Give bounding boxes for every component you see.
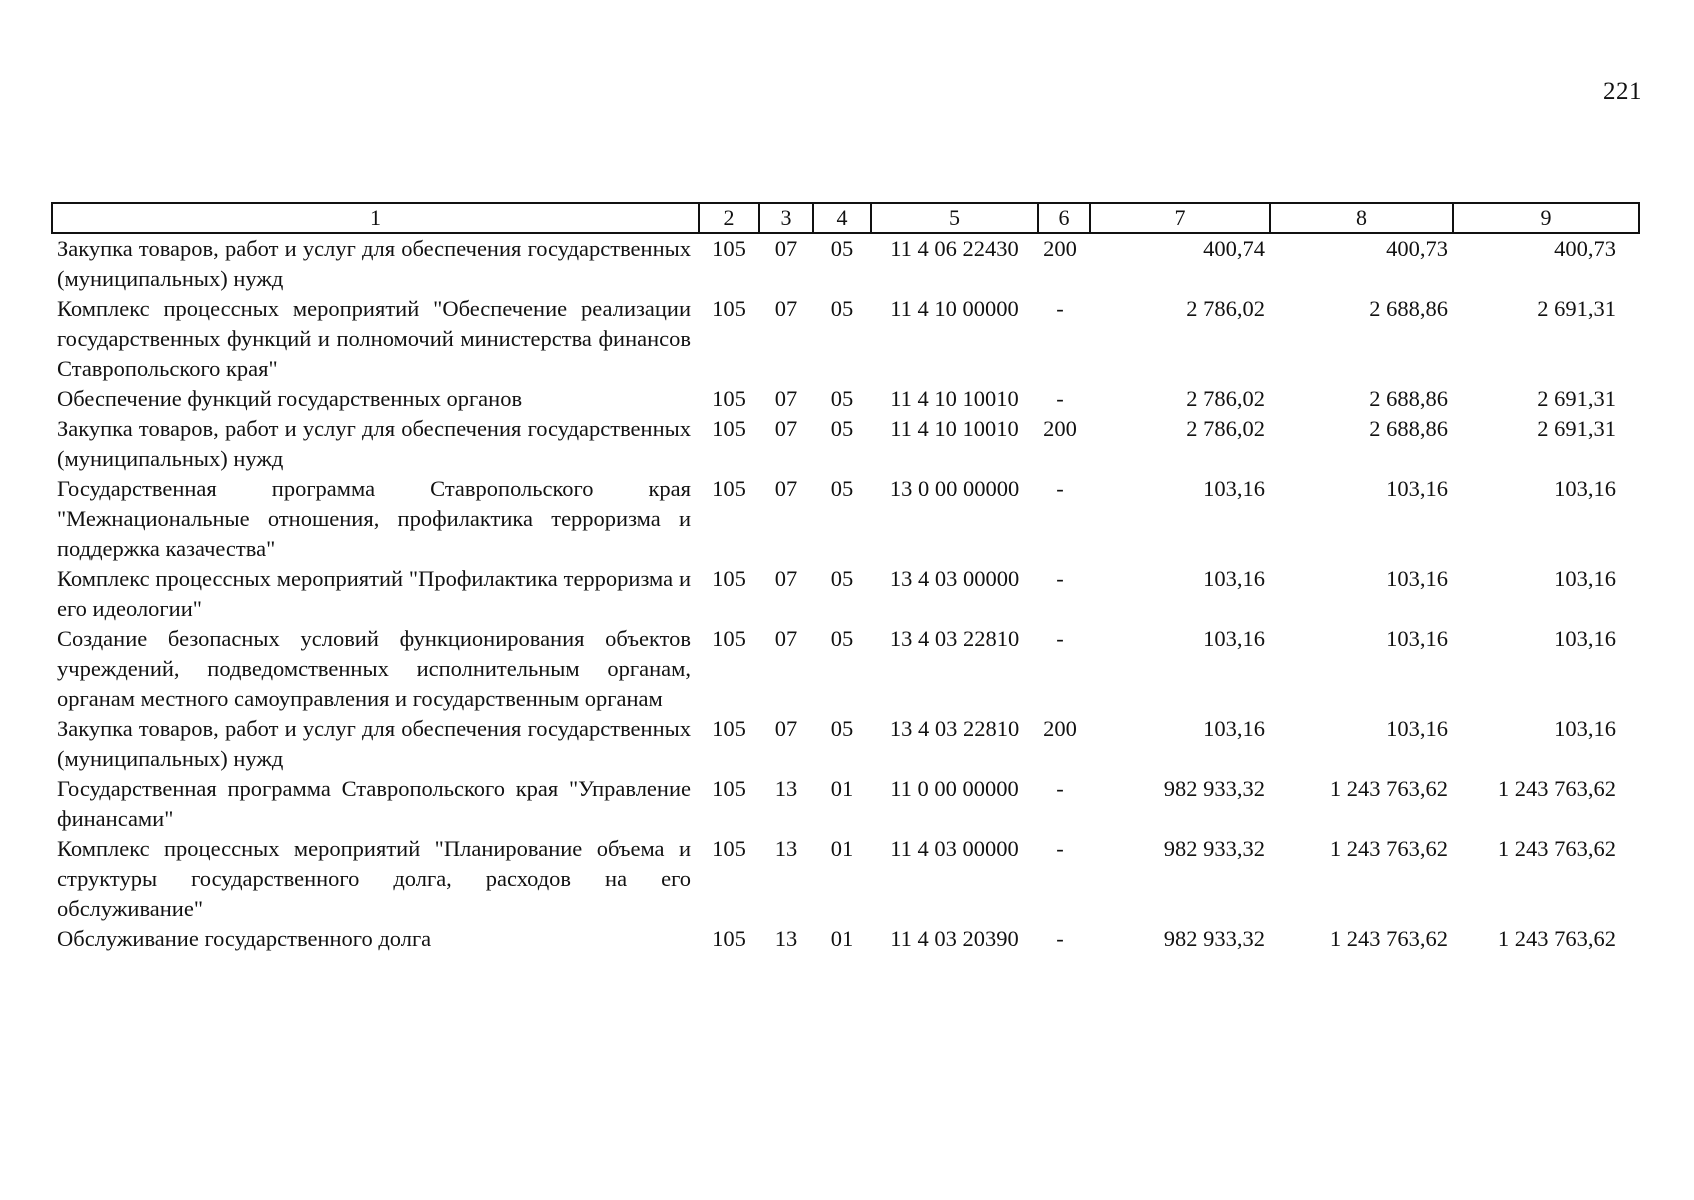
- row-expense-type-cell: -: [1056, 626, 1064, 651]
- row-subsection-cell: 01: [830, 776, 854, 801]
- row-section-cell: 07: [774, 476, 798, 501]
- row-target-article-cell: 11 4 10 00000: [890, 296, 1019, 321]
- row-target-article-cell: 11 0 00 00000: [890, 776, 1019, 801]
- row-amount-col7-cell: 982 933,32: [1163, 926, 1265, 951]
- row-section-cell: 07: [774, 386, 798, 411]
- row-subsection-cell: 01: [830, 836, 854, 861]
- row-section-cell: 07: [774, 716, 798, 741]
- row-name-cell: Обслуживание государственного долга: [57, 926, 432, 951]
- row-amount-col8-cell: 1 243 763,62: [1329, 836, 1448, 861]
- table-row: [52, 714, 1639, 774]
- row-grbs-cell: 105: [712, 296, 746, 321]
- row-section-cell: 07: [774, 416, 798, 441]
- row-expense-type-cell: -: [1056, 566, 1064, 591]
- row-name-cell: Государственная программа Ставропольского края "Управление финансами": [57, 776, 691, 831]
- col-header-2: 2: [699, 203, 759, 233]
- col-header-6: 6: [1038, 203, 1090, 233]
- row-subsection-cell: 05: [830, 566, 854, 591]
- col-header-9: 9: [1453, 203, 1639, 233]
- row-subsection-cell: 05: [830, 296, 854, 321]
- col-header-8: 8: [1270, 203, 1453, 233]
- row-subsection-cell: 05: [830, 416, 854, 441]
- col-header-1: 1: [52, 203, 699, 233]
- row-amount-col8-cell: 103,16: [1386, 626, 1448, 651]
- row-amount-col7-cell: 400,74: [1203, 236, 1265, 261]
- col-header-3: 3: [759, 203, 813, 233]
- row-amount-col7-cell: 103,16: [1203, 566, 1265, 591]
- row-name-cell: Обеспечение функций государственных органов: [57, 386, 523, 411]
- row-section-cell: 13: [774, 926, 798, 951]
- row-amount-col7-cell: 2 786,02: [1186, 416, 1265, 441]
- row-grbs-cell: 105: [712, 716, 746, 741]
- row-grbs-cell: 105: [712, 836, 746, 861]
- row-expense-type-cell: -: [1056, 836, 1064, 861]
- col-header-7: 7: [1090, 203, 1270, 233]
- row-expense-type-cell: 200: [1043, 416, 1077, 441]
- row-amount-col8-cell: 2 688,86: [1369, 386, 1448, 411]
- row-grbs-cell: 105: [712, 566, 746, 591]
- row-amount-col9-cell: 103,16: [1554, 626, 1616, 651]
- row-amount-col9-cell: 1 243 763,62: [1497, 836, 1616, 861]
- row-name-cell: Создание безопасных условий функционирования объектов учреждений, подведомственных исполнительным органам, органам местного самоуправления и государственным органам: [57, 626, 691, 711]
- row-name-cell: Закупка товаров, работ и услуг для обеспечения государственных (муниципальных) нужд: [57, 416, 691, 471]
- row-grbs-cell: 105: [712, 626, 746, 651]
- row-target-article-cell: 13 4 03 22810: [889, 716, 1020, 741]
- row-amount-col8-cell: 2 688,86: [1369, 416, 1448, 441]
- row-amount-col8-cell: 2 688,86: [1369, 296, 1448, 321]
- col-header-4: 4: [813, 203, 871, 233]
- row-amount-col7-cell: 2 786,02: [1186, 386, 1265, 411]
- table-header: [52, 203, 1639, 233]
- row-amount-col9-cell: 1 243 763,62: [1497, 926, 1616, 951]
- table-row: [52, 233, 1639, 294]
- row-amount-col7-cell: 982 933,32: [1163, 836, 1265, 861]
- row-grbs-cell: 105: [712, 476, 746, 501]
- row-target-article-cell: 13 0 00 00000: [889, 476, 1020, 501]
- row-section-cell: 13: [774, 836, 798, 861]
- page-number: 221: [1603, 78, 1642, 105]
- row-amount-col9-cell: 2 691,31: [1537, 296, 1616, 321]
- row-expense-type-cell: -: [1056, 776, 1064, 801]
- row-section-cell: 07: [774, 626, 798, 651]
- row-amount-col9-cell: 400,73: [1554, 236, 1616, 261]
- row-amount-col7-cell: 103,16: [1203, 476, 1265, 501]
- row-name-cell: Государственная программа Ставропольского края "Межнациональные отношения, профилактика терроризма и поддержка казачества": [57, 476, 691, 561]
- row-grbs-cell: 105: [712, 386, 746, 411]
- row-expense-type-cell: -: [1056, 296, 1064, 321]
- row-amount-col9-cell: 103,16: [1554, 716, 1616, 741]
- row-amount-col9-cell: 1 243 763,62: [1497, 776, 1616, 801]
- row-amount-col9-cell: 2 691,31: [1537, 386, 1616, 411]
- row-expense-type-cell: 200: [1043, 236, 1077, 261]
- row-amount-col7-cell: 103,16: [1203, 626, 1265, 651]
- row-amount-col8-cell: 1 243 763,62: [1329, 926, 1448, 951]
- row-section-cell: 13: [774, 776, 798, 801]
- row-subsection-cell: 01: [830, 926, 854, 951]
- row-subsection-cell: 05: [830, 386, 854, 411]
- budget-table: [51, 202, 1640, 954]
- table-row: [52, 564, 1639, 624]
- table-row: [52, 624, 1639, 714]
- row-target-article-cell: 11 4 10 10010: [890, 386, 1019, 411]
- table-row: [52, 414, 1639, 474]
- row-amount-col7-cell: 2 786,02: [1186, 296, 1265, 321]
- row-target-article-cell: 11 4 06 22430: [890, 236, 1019, 261]
- row-subsection-cell: 05: [830, 716, 854, 741]
- row-amount-col9-cell: 103,16: [1554, 476, 1616, 501]
- table-row: [52, 774, 1639, 834]
- row-amount-col8-cell: 400,73: [1386, 236, 1448, 261]
- row-amount-col9-cell: 103,16: [1554, 566, 1616, 591]
- row-expense-type-cell: -: [1056, 926, 1064, 951]
- row-grbs-cell: 105: [712, 416, 746, 441]
- row-target-article-cell: 11 4 03 20390: [890, 926, 1019, 951]
- row-expense-type-cell: 200: [1043, 716, 1077, 741]
- row-amount-col9-cell: 2 691,31: [1537, 416, 1616, 441]
- table-row: [52, 294, 1639, 384]
- row-amount-col7-cell: 103,16: [1203, 716, 1265, 741]
- row-grbs-cell: 105: [712, 236, 746, 261]
- row-target-article-cell: 11 4 03 00000: [890, 836, 1019, 861]
- table-row: [52, 474, 1639, 564]
- row-expense-type-cell: -: [1056, 476, 1064, 501]
- row-name-cell: Комплекс процессных мероприятий "Профилактика терроризма и его идеологии": [57, 566, 691, 621]
- row-name-cell: Комплекс процессных мероприятий "Планирование объема и структуры государственного долга, расходов на его обслуживание": [57, 836, 691, 921]
- row-name-cell: Закупка товаров, работ и услуг для обеспечения государственных (муниципальных) нужд: [57, 236, 691, 291]
- table-row: [52, 924, 1639, 954]
- row-section-cell: 07: [774, 296, 798, 321]
- row-grbs-cell: 105: [712, 776, 746, 801]
- table-row: [52, 384, 1639, 414]
- row-section-cell: 07: [774, 236, 798, 261]
- row-name-cell: Комплекс процессных мероприятий "Обеспечение реализации государственных функций и полномочий министерства финансов Ставропольского края": [57, 296, 691, 381]
- row-target-article-cell: 13 4 03 22810: [889, 626, 1020, 651]
- row-expense-type-cell: -: [1056, 386, 1064, 411]
- row-subsection-cell: 05: [830, 626, 854, 651]
- table-body: [52, 233, 1639, 954]
- row-target-article-cell: 13 4 03 00000: [889, 566, 1020, 591]
- row-target-article-cell: 11 4 10 10010: [890, 416, 1019, 441]
- row-name-cell: Закупка товаров, работ и услуг для обеспечения государственных (муниципальных) нужд: [57, 716, 691, 771]
- header-row: [52, 203, 1639, 233]
- table-row: [52, 834, 1639, 924]
- row-subsection-cell: 05: [830, 476, 854, 501]
- row-amount-col8-cell: 103,16: [1386, 566, 1448, 591]
- row-section-cell: 07: [774, 566, 798, 591]
- row-amount-col8-cell: 103,16: [1386, 476, 1448, 501]
- col-header-5: 5: [871, 203, 1038, 233]
- row-amount-col8-cell: 1 243 763,62: [1329, 776, 1448, 801]
- row-grbs-cell: 105: [712, 926, 746, 951]
- row-amount-col8-cell: 103,16: [1386, 716, 1448, 741]
- row-amount-col7-cell: 982 933,32: [1163, 776, 1265, 801]
- row-subsection-cell: 05: [830, 236, 854, 261]
